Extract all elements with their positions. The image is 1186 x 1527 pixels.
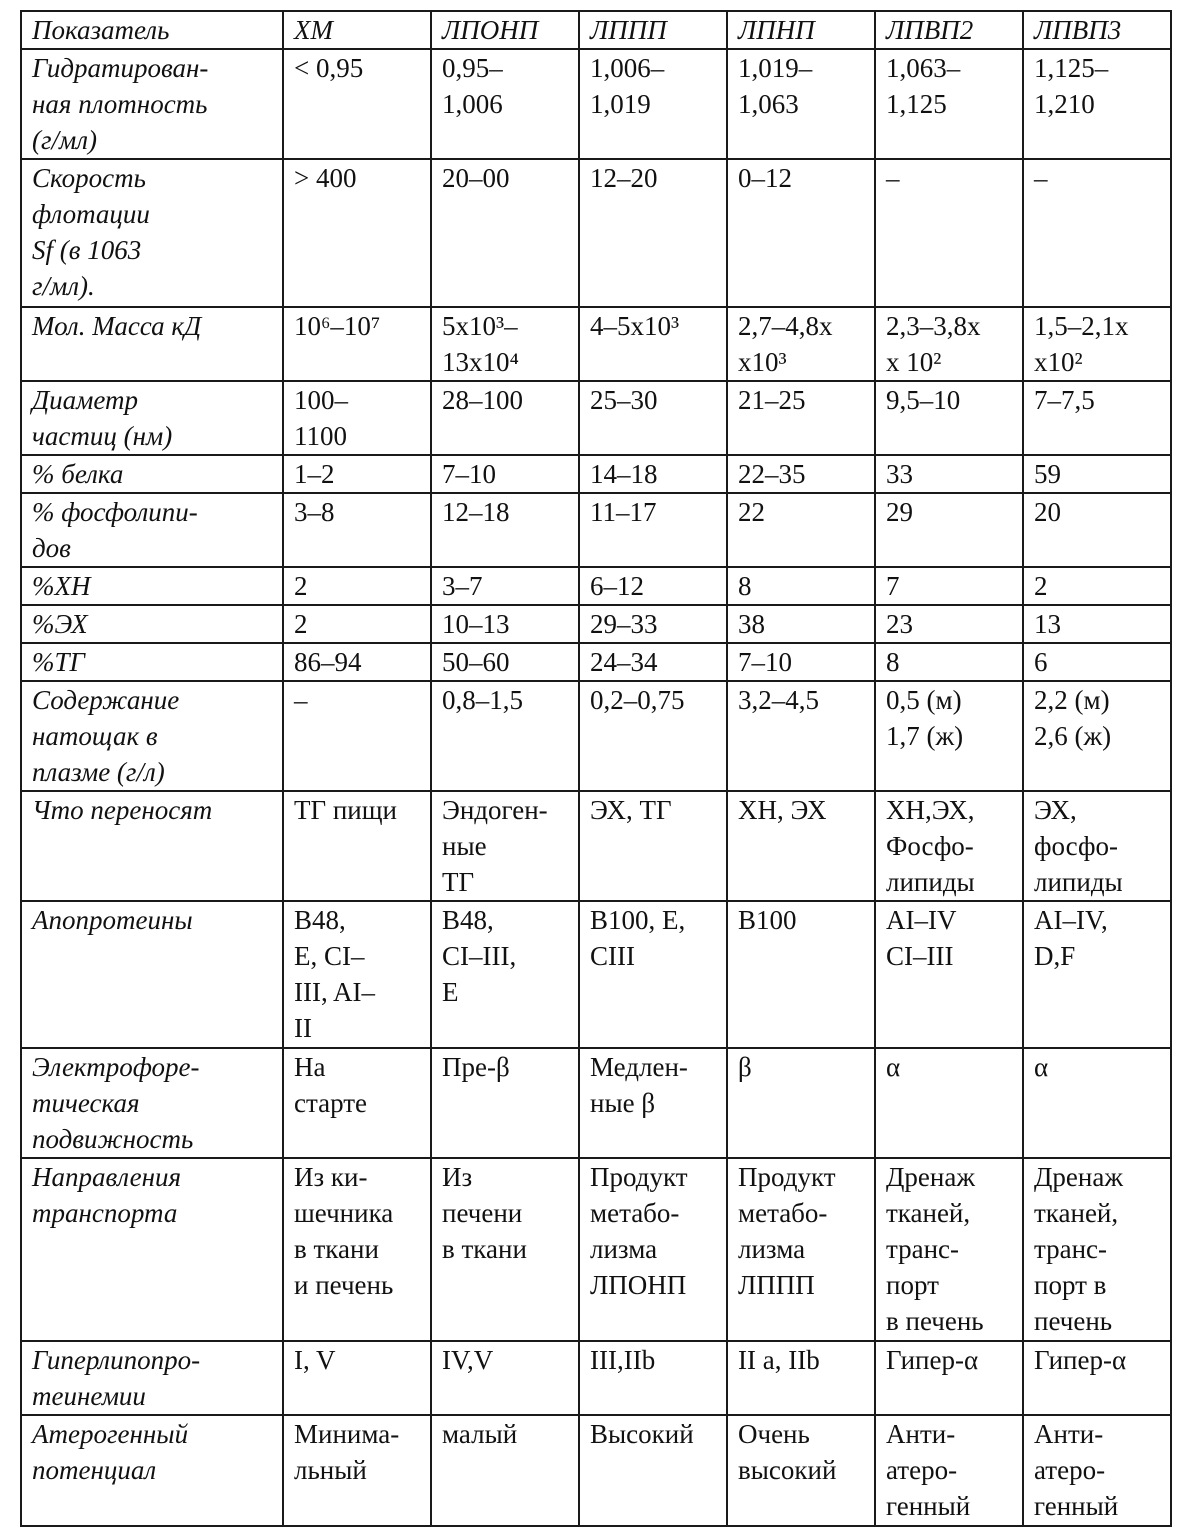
table-cell: – — [875, 159, 1023, 307]
table-cell: 7–10 — [727, 643, 875, 681]
table-cell: β — [727, 1048, 875, 1158]
table-cell: 2 — [283, 605, 431, 643]
table-cell: В100 — [727, 901, 875, 1048]
table-cell: 13 — [1023, 605, 1171, 643]
table-cell: 10⁶–10⁷ — [283, 307, 431, 381]
table-cell: 1,5–2,1x x10² — [1023, 307, 1171, 381]
row-label: % белка — [21, 455, 283, 493]
table-cell: 7 — [875, 567, 1023, 605]
table-cell: 22 — [727, 493, 875, 567]
table-cell: 7–10 — [431, 455, 579, 493]
table-cell: 1,006– 1,019 — [579, 49, 727, 159]
table-cell: 22–35 — [727, 455, 875, 493]
table-cell: 3–8 — [283, 493, 431, 567]
table-cell: 8 — [875, 643, 1023, 681]
table-cell: 50–60 — [431, 643, 579, 681]
header-cell-indicator: Показатель — [21, 11, 283, 49]
table-cell: IV,V — [431, 1341, 579, 1415]
table-cell: Очень высокий — [727, 1415, 875, 1526]
table-row — [21, 307, 1171, 381]
table-row — [21, 381, 1171, 455]
header-cell-lpnp: ЛПНП — [727, 11, 875, 49]
table-row — [21, 1048, 1171, 1158]
row-label: %ТГ — [21, 643, 283, 681]
table-cell: 33 — [875, 455, 1023, 493]
row-label: %ХН — [21, 567, 283, 605]
table-cell: 59 — [1023, 455, 1171, 493]
table-cell: 0,2–0,75 — [579, 681, 727, 791]
table-cell: 11–17 — [579, 493, 727, 567]
table-cell: 2,2 (м) 2,6 (ж) — [1023, 681, 1171, 791]
table-cell: 0,5 (м) 1,7 (ж) — [875, 681, 1023, 791]
table-cell: В100, Е, СIII — [579, 901, 727, 1048]
table-row — [21, 605, 1171, 643]
table-cell: ЭХ, фосфо- липиды — [1023, 791, 1171, 901]
row-label: Электрофоре- тическая подвижность — [21, 1048, 283, 1158]
table-row — [21, 159, 1171, 307]
table-cell: – — [1023, 159, 1171, 307]
row-label: Апопротеины — [21, 901, 283, 1048]
table-cell: 10–13 — [431, 605, 579, 643]
table-cell: 25–30 — [579, 381, 727, 455]
table-cell: Высокий — [579, 1415, 727, 1526]
header-row — [21, 11, 1171, 49]
row-label: Содержание натощак в плазме (г/л) — [21, 681, 283, 791]
table-row — [21, 681, 1171, 791]
table-cell: Анти- атеро- генный — [1023, 1415, 1171, 1526]
table-cell: 2,7–4,8x x10³ — [727, 307, 875, 381]
table-cell: Эндоген- ные ТГ — [431, 791, 579, 901]
table-cell: 86–94 — [283, 643, 431, 681]
table-cell: 38 — [727, 605, 875, 643]
table-cell: Гипер-α — [1023, 1341, 1171, 1415]
row-label: Что переносят — [21, 791, 283, 901]
table-row — [21, 1341, 1171, 1415]
table-cell: ТГ пищи — [283, 791, 431, 901]
table-cell: 2 — [1023, 567, 1171, 605]
table-cell: α — [1023, 1048, 1171, 1158]
table-cell: 12–20 — [579, 159, 727, 307]
table-cell: ХН, ЭХ — [727, 791, 875, 901]
table-cell: 1–2 — [283, 455, 431, 493]
table-cell: 9,5–10 — [875, 381, 1023, 455]
table-row — [21, 901, 1171, 1048]
header-cell-lppp: ЛППП — [579, 11, 727, 49]
table-cell: 21–25 — [727, 381, 875, 455]
table-cell: Дренаж тканей, транс- порт в печень — [1023, 1158, 1171, 1341]
table-cell: 23 — [875, 605, 1023, 643]
table-cell: 0–12 — [727, 159, 875, 307]
table-cell: 0,8–1,5 — [431, 681, 579, 791]
lipoprotein-table — [20, 10, 1172, 1527]
header-cell-lpvp2: ЛПВП2 — [875, 11, 1023, 49]
table-cell: Из ки- шечника в ткани и печень — [283, 1158, 431, 1341]
table-cell: 6 — [1023, 643, 1171, 681]
row-label: Гидратирован- ная плотность (г/мл) — [21, 49, 283, 159]
table-cell: 7–7,5 — [1023, 381, 1171, 455]
table-cell: AI–IV, D,F — [1023, 901, 1171, 1048]
table-cell: 28–100 — [431, 381, 579, 455]
table-cell: α — [875, 1048, 1023, 1158]
table-cell: Дренаж тканей, транс- порт в печень — [875, 1158, 1023, 1341]
table-cell: II a, IIb — [727, 1341, 875, 1415]
table-row — [21, 455, 1171, 493]
table-cell: 3,2–4,5 — [727, 681, 875, 791]
table-cell: 29 — [875, 493, 1023, 567]
table-cell: 1,063– 1,125 — [875, 49, 1023, 159]
table-cell: На старте — [283, 1048, 431, 1158]
table-cell: 3–7 — [431, 567, 579, 605]
table-row — [21, 493, 1171, 567]
row-label: Диаметр частиц (нм) — [21, 381, 283, 455]
table-cell: Анти- атеро- генный — [875, 1415, 1023, 1526]
table-row — [21, 791, 1171, 901]
row-label: Мол. Масса кД — [21, 307, 283, 381]
table-cell: В48, Е, СI– III, AI– II — [283, 901, 431, 1048]
table-cell: Пре-β — [431, 1048, 579, 1158]
table-cell: 24–34 — [579, 643, 727, 681]
table-row — [21, 49, 1171, 159]
table-cell: 2 — [283, 567, 431, 605]
header-cell-lpvp3: ЛПВП3 — [1023, 11, 1171, 49]
table-cell: малый — [431, 1415, 579, 1526]
table-cell: 1,125– 1,210 — [1023, 49, 1171, 159]
table-row — [21, 1158, 1171, 1341]
table-cell: ХН,ЭХ, Фосфо- липиды — [875, 791, 1023, 901]
header-cell-hm: ХМ — [283, 11, 431, 49]
table-cell: AI–IV СI–III — [875, 901, 1023, 1048]
table-cell: 8 — [727, 567, 875, 605]
table-cell: 20 — [1023, 493, 1171, 567]
table-cell: 12–18 — [431, 493, 579, 567]
row-label: Атерогенный потенциал — [21, 1415, 283, 1526]
table-cell: 0,95– 1,006 — [431, 49, 579, 159]
table-cell: Гипер-α — [875, 1341, 1023, 1415]
table-cell: Продукт метабо- лизма ЛПОНП — [579, 1158, 727, 1341]
table-cell: I, V — [283, 1341, 431, 1415]
table-row — [21, 643, 1171, 681]
table-cell: 4–5x10³ — [579, 307, 727, 381]
row-label: %ЭХ — [21, 605, 283, 643]
table-cell: < 0,95 — [283, 49, 431, 159]
table-cell: ЭХ, ТГ — [579, 791, 727, 901]
row-label: Направления транспорта — [21, 1158, 283, 1341]
table-cell: 20–00 — [431, 159, 579, 307]
document-page — [20, 10, 1170, 1527]
table-cell: В48, СI–III, Е — [431, 901, 579, 1048]
table-cell: 1,019– 1,063 — [727, 49, 875, 159]
table-cell: 100– 1100 — [283, 381, 431, 455]
table-cell: Из печени в ткани — [431, 1158, 579, 1341]
table-cell: > 400 — [283, 159, 431, 307]
row-label: % фосфолипи- дов — [21, 493, 283, 567]
row-label: Скорость флотации Sf (в 1063 г/мл). — [21, 159, 283, 307]
table-cell: III,IIb — [579, 1341, 727, 1415]
row-label: Гиперлипопро- теинемии — [21, 1341, 283, 1415]
table-cell: – — [283, 681, 431, 791]
table-row — [21, 567, 1171, 605]
table-cell: 5x10³– 13x10⁴ — [431, 307, 579, 381]
table-cell: 2,3–3,8x x 10² — [875, 307, 1023, 381]
table-row — [21, 1415, 1171, 1526]
table-cell: Минима- льный — [283, 1415, 431, 1526]
header-cell-lponp: ЛПОНП — [431, 11, 579, 49]
table-cell: Продукт метабо- лизма ЛППП — [727, 1158, 875, 1341]
table-cell: 14–18 — [579, 455, 727, 493]
table-cell: 6–12 — [579, 567, 727, 605]
table-cell: Медлен- ные β — [579, 1048, 727, 1158]
table-cell: 29–33 — [579, 605, 727, 643]
